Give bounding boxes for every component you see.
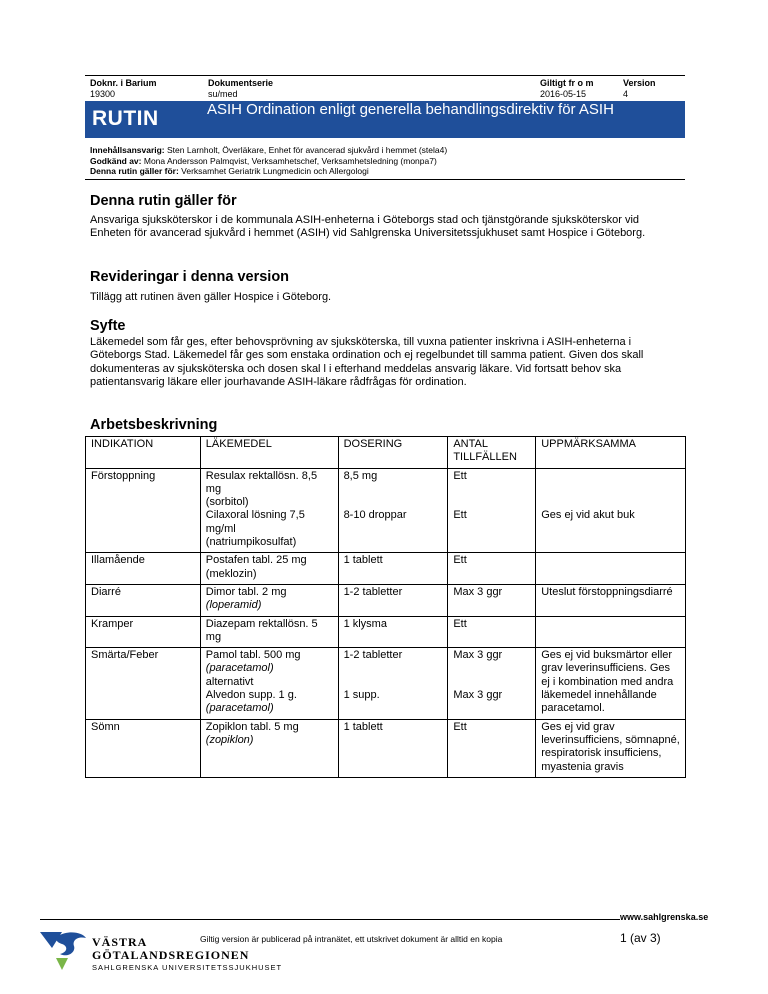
count-value: Max 3 ggr [453,689,503,702]
valid-value: 2016-05-15 [540,89,587,99]
drug-name: Pamol tabl. 500 mg [205,649,301,662]
purpose-text: Läkemedel som får ges, efter behovsprövning av sjuksköterska, till vuxna patienter inskrivna i ASIH-enheterna i Göteborgs Stad. Läkemedel får ges som enstaka ordination och ej regelbundet till samma patient. Given dos skall dokumenteras av sjuksköterska och dosen skal l i efterhand meddelas ansvarig läkare. Vid fortsatt behov ska patientansvarig läkare eller jourhavande ASIH-läkare rådfrågas för ordination. [90,336,644,388]
footer-disclaimer: Giltig version är publicerad på intranätet, ett utskrivet dokument är alltid en kopia [200,934,503,944]
cell-dose: 1 tablett [338,553,448,585]
table-row [86,719,686,777]
drug-substance: (paracetamol) [205,702,274,715]
drug-name: Zopiklon tabl. 5 mg [205,720,299,733]
cell-count [448,468,536,553]
drug-substance: (loperamid) [205,599,262,612]
drug-substance: (sorbitol) [205,496,249,509]
col-indication: INDIKATION [86,437,201,469]
owner-label: Innehållsansvarig: [90,145,165,155]
owner-line [90,145,447,156]
table-header-row [86,437,686,469]
applies-value: Verksamhet Geriatrik Lungmedicin och Allergologi [181,166,369,176]
drug-name: Postafen tabl. 25 mg [205,554,307,567]
drug-name: Resulax rektallösn. 8,5 mg [205,469,318,495]
drug-substance: (zopiklon) [205,733,254,746]
cell-dose [338,468,448,553]
drug-name: Dimor tabl. 2 mg [205,585,287,598]
col-drug: LÄKEMEDEL [200,437,338,469]
dose-value: 8-10 droppar [343,509,407,522]
cell-drug [200,648,338,719]
note-value: Ges ej vid akut buk [541,509,635,522]
count-value: Max 3 ggr [453,649,503,662]
cell-count: Max 3 ggr [448,584,536,616]
logo-text-line1: VÄSTRA [92,935,148,949]
count-value: Ett [453,509,467,522]
count-value: Ett [453,469,467,482]
cell-drug [200,468,338,553]
cell-note: Ges ej vid buksmärtor eller grav leverinsufficiens. Ges ej i kombination med andra läkemedel innehållande paracetamol. [536,648,686,719]
series-label: Dokumentserie [208,78,274,88]
cell-indication: Diarré [86,584,201,616]
cell-note [536,553,686,585]
cell-dose: 1 klysma [338,616,448,648]
cell-drug: Diazepam rektallösn. 5 mg [200,616,338,648]
document-type: RUTIN [92,107,159,130]
footer-rule [40,919,620,920]
footer-url[interactable]: www.sahlgrenska.se [620,912,709,922]
logo-text-line3: SAHLGRENSKA UNIVERSITETSSJUKHUSET [92,963,283,972]
approved-label: Godkänd av: [90,155,142,166]
document-meta [90,145,447,177]
alternative-label: alternativt [205,675,254,688]
table-row [86,468,686,553]
cell-note [536,468,686,553]
page-number: 1 (av 3) [620,931,661,945]
dose-value: 1 supp. [343,689,380,702]
approved-line [90,156,447,167]
valid-label: Giltigt fr o m [540,78,594,88]
cell-drug [200,584,338,616]
col-dose: DOSERING [338,437,448,469]
purpose-heading: Syfte [90,318,126,334]
medication-table [85,436,686,778]
drug-name: Cilaxoral lösning 7,5 mg/ml [205,509,305,535]
table-row [86,553,686,585]
scope-text: Ansvariga sjuksköterskor i de kommunala ASIH-enheterna i Göteborgs stad och tjänstgörande sjuksköterskor vid Enheten för avancerad sjukvård i hemmet (ASIH) vid Sahlgrenska Universitetssjukhuset samt Hospice i Göteborg. [90,214,646,240]
cell-indication: Smärta/Feber [86,648,201,719]
header-top-rule [85,75,685,76]
cell-note [536,616,686,648]
owner-value: Sten Larnholt, Överläkare, Enhet för avancerad sjukvård i hemmet (stela4) [167,145,448,155]
cell-note: Ges ej vid grav leverinsufficiens, sömnapné, respiratorisk insufficiens, myastenia gravis [536,719,686,777]
cell-indication: Sömn [86,719,201,777]
table-row [86,648,686,719]
cell-dose: 1-2 tabletter [338,584,448,616]
col-count: ANTAL TILLFÄLLEN [448,437,536,469]
cell-drug [200,553,338,585]
drug-substance: (natriumpikosulfat) [205,536,297,549]
cell-count [448,648,536,719]
cell-drug [200,719,338,777]
dose-value: 1-2 tabletter [343,649,403,662]
cell-indication: Förstoppning [86,468,201,553]
approved-value: Mona Andersson Palmqvist, Verksamhetschef, Verksamhetsledning (monpa7) [143,155,437,166]
logo-swoosh-icon [56,932,86,955]
series-value: su/med [208,89,238,99]
col-note: UPPMÄRKSAMMA [536,437,686,469]
cell-count: Ett [448,616,536,648]
table-row [86,616,686,648]
version-value: 4 [623,89,629,99]
drug-substance: (meklozin) [205,567,257,580]
cell-indication: Illamående [86,553,201,585]
logo-green-triangle-icon [56,958,68,970]
doknr-value: 19300 [90,89,116,99]
version-label: Version [623,78,656,88]
doknr-label: Doknr. i Barium [90,78,157,88]
scope-heading: Denna rutin gäller för [90,193,237,209]
drug-name: Alvedon supp. 1 g. [205,689,297,702]
cell-note: Uteslut förstoppningsdiarré [536,584,686,616]
cell-dose: 1 tablett [338,719,448,777]
logo-text-line2: GÖTALANDSREGIONEN [92,948,250,962]
applies-line [90,166,447,177]
document-title: ASIH Ordination enligt generella behandlingsdirektiv för ASIH [207,101,614,118]
dose-value: 8,5 mg [343,469,378,482]
revisions-heading: Revideringar i denna version [90,269,290,285]
cell-indication: Kramper [86,616,201,648]
cell-count: Ett [448,719,536,777]
vgr-logo-icon [38,928,90,974]
applies-label: Denna rutin gäller för: [90,166,179,176]
work-heading: Arbetsbeskrivning [90,417,218,433]
table-row [86,584,686,616]
title-banner [85,101,685,138]
drug-substance: (paracetamol) [205,662,274,675]
meta-bottom-rule [85,179,685,180]
cell-count: Ett [448,553,536,585]
cell-dose [338,648,448,719]
revisions-text: Tillägg att rutinen även gäller Hospice i Göteborg. [90,291,332,303]
